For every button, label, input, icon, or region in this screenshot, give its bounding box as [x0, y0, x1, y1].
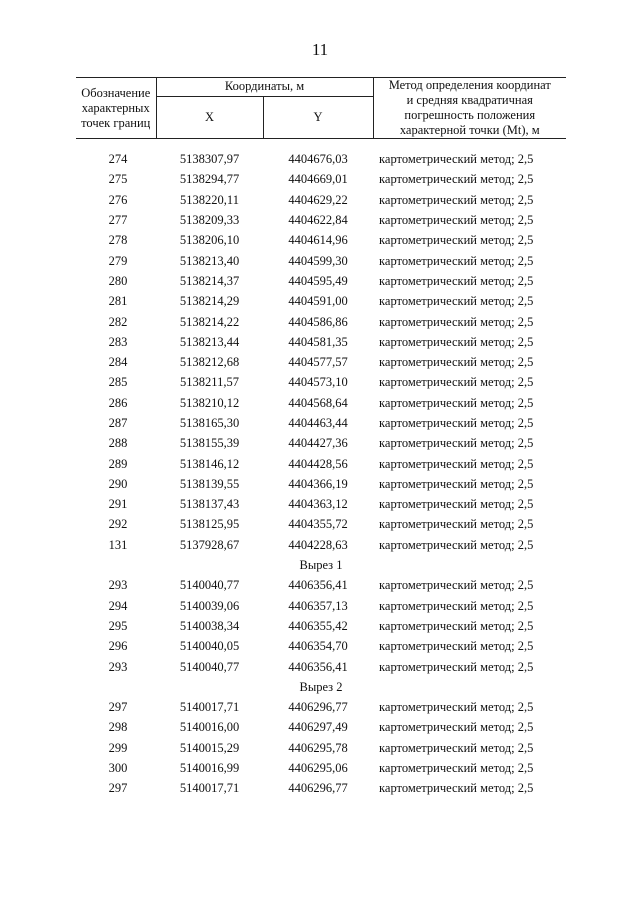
x-cell: 5138210,12	[179, 395, 240, 410]
x-cell: 5138155,39	[179, 436, 240, 451]
x-cell: 5138220,11	[180, 192, 239, 207]
point-cell: 276	[108, 192, 128, 207]
method-cell: картометрический метод; 2,5	[379, 497, 534, 512]
point-cell: 297	[108, 781, 128, 796]
method-cell: картометрический метод; 2,5	[379, 334, 534, 349]
y-cell: 4404614,96	[288, 233, 348, 248]
point-cell: 289	[108, 456, 128, 471]
y-cell: 4404676,03	[288, 152, 348, 167]
point-cell: 277	[108, 213, 128, 228]
method-cell: картометрический метод; 2,5	[379, 375, 534, 390]
x-cell: 5140040,77	[179, 578, 240, 593]
y-cell: 4406295,78	[288, 740, 348, 755]
y-cell: 4406357,13	[288, 598, 348, 613]
method-cell: картометрический метод; 2,5	[379, 598, 534, 613]
point-cell: 131	[108, 537, 128, 552]
x-cell: 5138214,37	[179, 273, 240, 288]
x-cell: 5138165,30	[179, 416, 240, 430]
section-title: Вырез 2	[299, 679, 343, 694]
method-cell: картометрический метод; 2,5	[379, 761, 534, 776]
method-cell: картометрический метод; 2,5	[379, 152, 534, 167]
table-row	[76, 291, 566, 311]
y-cell: 4404366,19	[288, 476, 348, 491]
x-cell: 5138294,77	[179, 172, 240, 187]
x-cell: 5137928,67	[179, 537, 240, 552]
table-row	[76, 738, 566, 758]
method-cell: картометрический метод; 2,5	[379, 172, 534, 187]
y-cell: 4404669,01	[288, 172, 348, 187]
point-cell: 294	[108, 598, 128, 613]
section-title-row	[76, 677, 566, 697]
y-cell: 4406356,41	[288, 659, 348, 674]
page-number: 11	[311, 40, 329, 59]
x-cell: 5140016,00	[179, 720, 240, 735]
x-cell: 5138211,57	[180, 375, 239, 390]
method-cell: картометрический метод; 2,5	[379, 578, 534, 593]
point-cell: 275	[108, 172, 128, 187]
method-cell: картометрический метод; 2,5	[379, 416, 534, 430]
method-cell: картометрический метод; 2,5	[379, 639, 534, 654]
point-cell: 288	[108, 436, 128, 451]
header-y: Y	[263, 96, 373, 138]
x-cell: 5138146,12	[179, 456, 240, 471]
table-row	[76, 575, 566, 595]
y-cell: 4406356,41	[288, 578, 348, 593]
point-cell: 298	[108, 720, 128, 735]
y-cell: 4406354,70	[288, 639, 348, 654]
x-cell: 5138139,55	[179, 476, 240, 491]
y-cell: 4404568,64	[288, 395, 348, 410]
y-cell: 4404428,56	[288, 456, 348, 471]
method-cell: картометрический метод; 2,5	[379, 314, 534, 329]
point-cell: 293	[108, 659, 128, 674]
method-cell: картометрический метод; 2,5	[379, 517, 534, 532]
point-cell: 282	[108, 314, 128, 329]
point-cell: 278	[108, 233, 128, 248]
point-cell: 274	[108, 152, 128, 167]
method-cell: картометрический метод; 2,5	[379, 253, 534, 268]
method-cell: картометрический метод; 2,5	[379, 192, 534, 207]
y-cell: 4404595,49	[288, 273, 348, 288]
y-cell: 4404363,12	[288, 497, 348, 512]
table-row	[76, 636, 566, 656]
table-row	[76, 433, 566, 453]
x-cell: 5140038,34	[179, 618, 240, 633]
y-cell: 4404581,35	[288, 334, 348, 349]
x-cell: 5140040,77	[179, 659, 240, 674]
point-cell: 287	[108, 416, 128, 430]
x-cell: 5138137,43	[179, 497, 240, 512]
x-cell: 5138125,95	[179, 517, 240, 532]
table-body	[76, 139, 566, 799]
table-row	[76, 474, 566, 494]
method-cell: картометрический метод; 2,5	[379, 395, 534, 410]
y-cell: 4404586,86	[288, 314, 348, 329]
y-cell: 4404629,22	[288, 192, 348, 207]
method-cell: картометрический метод; 2,5	[379, 537, 534, 552]
y-cell: 4404463,44	[288, 416, 348, 430]
point-cell: 300	[108, 761, 128, 776]
point-cell: 286	[108, 395, 128, 410]
point-cell: 296	[108, 639, 128, 654]
y-cell: 4404355,72	[288, 517, 348, 532]
header-point-label: Обозначение характерных точек границ	[76, 78, 156, 139]
section-title: Вырез 1	[299, 558, 343, 573]
x-cell: 5140016,99	[179, 761, 240, 776]
method-cell: картометрический метод; 2,5	[379, 720, 534, 735]
table-row	[76, 656, 566, 676]
x-cell: 5138214,22	[179, 314, 240, 329]
method-cell: картометрический метод; 2,5	[379, 213, 534, 228]
coordinates-table	[76, 77, 566, 799]
method-cell: картометрический метод; 2,5	[379, 476, 534, 491]
x-cell: 5138206,10	[179, 233, 240, 248]
x-cell: 5140015,29	[179, 740, 240, 755]
point-cell: 283	[108, 334, 128, 349]
method-cell: картометрический метод; 2,5	[379, 436, 534, 451]
y-cell: 4406296,77	[288, 700, 348, 715]
x-cell: 5138213,44	[179, 334, 240, 349]
table-row	[76, 332, 566, 352]
point-cell: 290	[108, 476, 128, 491]
table-row	[76, 494, 566, 514]
table-row	[76, 453, 566, 473]
table-row	[76, 778, 566, 798]
x-cell: 5138209,33	[179, 213, 240, 228]
table-row	[76, 149, 566, 169]
method-cell: картометрический метод; 2,5	[379, 659, 534, 674]
x-cell: 5140017,71	[179, 781, 240, 796]
point-cell: 295	[108, 618, 128, 633]
table-row	[76, 169, 566, 189]
y-cell: 4406296,77	[288, 781, 348, 796]
method-cell: картометрический метод; 2,5	[379, 781, 534, 796]
method-cell: картометрический метод; 2,5	[379, 273, 534, 288]
y-cell: 4404599,30	[288, 253, 348, 268]
y-cell: 4406355,42	[288, 618, 348, 633]
y-cell: 4404591,00	[288, 294, 348, 309]
header-x: X	[156, 96, 263, 138]
header-coordinates: Координаты, м	[156, 78, 373, 97]
method-cell: картометрический метод; 2,5	[379, 618, 534, 633]
y-cell: 4404427,36	[288, 436, 348, 451]
method-cell: картометрический метод; 2,5	[379, 294, 534, 309]
y-cell: 4406295,06	[288, 761, 348, 776]
table-row	[76, 596, 566, 616]
header-method: Метод определения координат и средняя квадратичная погрешность положения характерной точки (Mt), м	[373, 78, 566, 139]
y-cell: 4406297,49	[288, 720, 348, 735]
y-cell: 4404622,84	[288, 213, 348, 228]
table-row	[76, 250, 566, 270]
table-row	[76, 210, 566, 230]
table-row	[76, 616, 566, 636]
x-cell: 5138212,68	[179, 355, 240, 370]
table-row	[76, 230, 566, 250]
table-row	[76, 393, 566, 413]
point-cell: 292	[108, 517, 128, 532]
table-row	[76, 535, 566, 555]
y-cell: 4404577,57	[288, 355, 348, 370]
point-cell: 279	[108, 253, 128, 268]
table-row	[76, 372, 566, 392]
point-cell: 280	[108, 273, 128, 288]
x-cell: 5138307,97	[179, 152, 240, 167]
point-cell: 284	[108, 355, 128, 370]
point-cell: 291	[108, 497, 128, 512]
x-cell: 5140040,05	[179, 639, 240, 654]
x-cell: 5138214,29	[179, 294, 240, 309]
table-row	[76, 514, 566, 534]
y-cell: 4404573,10	[288, 375, 348, 390]
x-cell: 5138213,40	[179, 253, 240, 268]
table-row	[76, 413, 566, 433]
table-row	[76, 717, 566, 737]
method-cell: картометрический метод; 2,5	[379, 740, 534, 755]
table-row	[76, 352, 566, 372]
x-cell: 5140017,71	[179, 700, 240, 715]
point-cell: 299	[108, 740, 128, 755]
table-row	[76, 190, 566, 210]
point-cell: 281	[108, 294, 128, 309]
method-cell: картометрический метод; 2,5	[379, 355, 534, 370]
method-cell: картометрический метод; 2,5	[379, 456, 534, 471]
method-cell: картометрический метод; 2,5	[379, 700, 534, 715]
table-row	[76, 697, 566, 717]
table-row	[76, 311, 566, 331]
point-cell: 285	[108, 375, 128, 390]
point-cell: 297	[108, 700, 128, 715]
point-cell: 293	[108, 578, 128, 593]
section-title-row	[76, 555, 566, 575]
table-row	[76, 271, 566, 291]
table-spacer	[76, 139, 566, 150]
table-row	[76, 758, 566, 778]
y-cell: 4404228,63	[288, 537, 348, 552]
x-cell: 5140039,06	[179, 598, 240, 613]
method-cell: картометрический метод; 2,5	[379, 233, 534, 248]
